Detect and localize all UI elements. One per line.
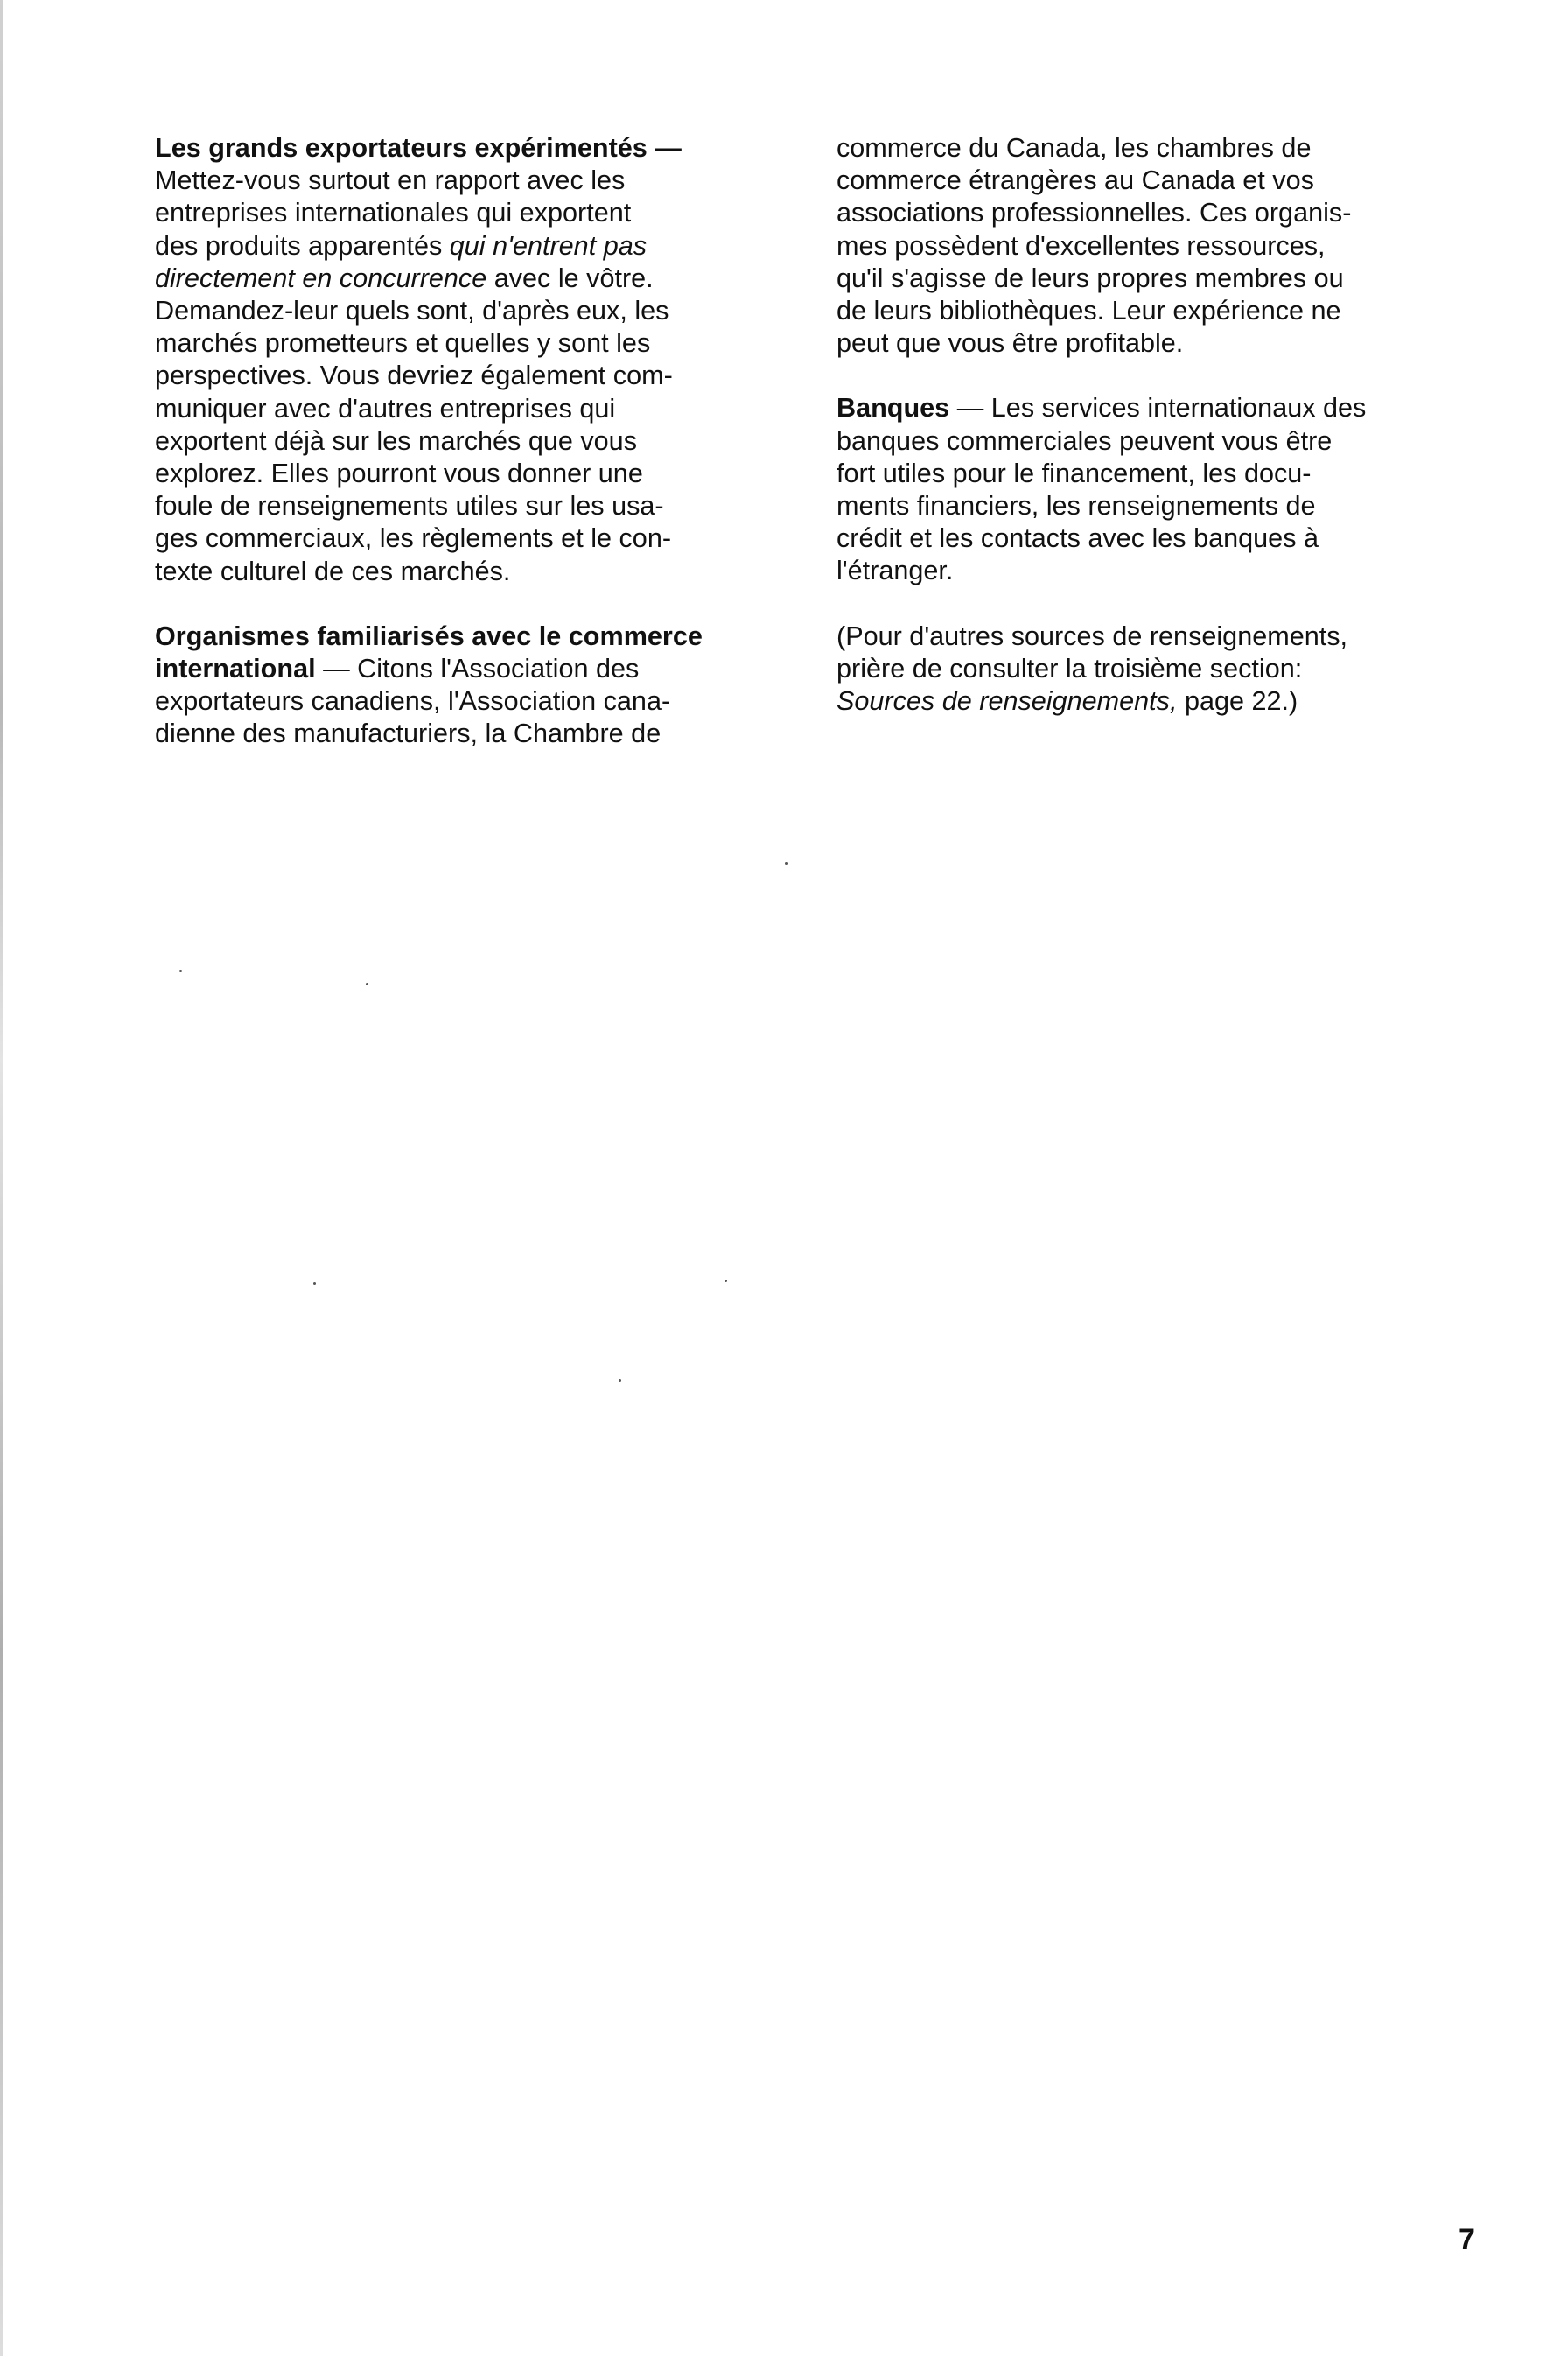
text-line: commerce étrangères au Canada et vos — [836, 165, 1314, 196]
heading-experienced-exporters: Les grands exportateurs expérimentés — — [155, 133, 682, 163]
heading-trade-organizations: Organismes familiarisés avec le commerce — [155, 621, 703, 651]
text-line — [155, 263, 789, 295]
paragraph-trade-organizations — [155, 621, 789, 751]
scan-speck — [619, 1379, 621, 1382]
text-line: foule de renseignements utiles sur les usa- — [155, 491, 664, 522]
paragraph-trade-organizations-continued — [836, 132, 1480, 360]
heading-trade-organizations-cont: international — [155, 654, 316, 684]
text-line: associations professionnelles. Ces organis- — [836, 198, 1352, 228]
text-line: qu'il s'agisse de leurs propres membres ou — [836, 263, 1344, 293]
right-column — [836, 132, 1480, 750]
text-line: texte culturel de ces marchés. — [155, 556, 511, 586]
text-line: l'étranger. — [836, 556, 954, 586]
italic-emphasis: directement en concurrence — [155, 263, 487, 293]
text-line: muniquer avec d'autres entreprises qui — [155, 393, 616, 424]
text-line: prière de consulter la troisième section: — [836, 653, 1303, 684]
left-column — [155, 132, 789, 783]
scan-edge-shadow — [0, 0, 3, 2356]
text-line: mes possèdent d'excellentes ressources, — [836, 230, 1326, 261]
text-line: Demandez-leur quels sont, d'après eux, les — [155, 296, 669, 326]
text-line: de leurs bibliothèques. Leur expérience ne — [836, 296, 1341, 326]
text-line: exportent déjà sur les marchés que vous — [155, 425, 637, 456]
text-line: ges commerciaux, les règlements et le con- — [155, 523, 672, 554]
scan-speck — [366, 983, 368, 985]
scan-speck — [313, 1282, 316, 1285]
text-line — [836, 392, 1480, 424]
text-line: commerce du Canada, les chambres de — [836, 133, 1312, 163]
text-line: peut que vous être profitable. — [836, 328, 1184, 359]
text-line: exportateurs canadiens, l'Association cana- — [155, 686, 671, 717]
text-run: — Les services internationaux des — [949, 393, 1367, 424]
scan-speck — [179, 970, 182, 972]
italic-section-reference: Sources de renseignements, — [836, 686, 1178, 717]
text-line: fort utiles pour le financement, les docu- — [836, 458, 1312, 488]
text-line: banques commerciales peuvent vous être — [836, 425, 1333, 456]
text-line: Mettez-vous surtout en rapport avec les — [155, 165, 626, 196]
italic-emphasis: qui n'entrent pas — [449, 230, 648, 261]
scan-speck — [785, 862, 788, 865]
paragraph-experienced-exporters — [155, 132, 789, 588]
text-run: — Citons l'Association des — [315, 654, 640, 684]
text-line: perspectives. Vous devriez également com- — [155, 361, 673, 391]
paragraph-banks — [836, 392, 1480, 587]
text-line: dienne des manufacturiers, la Chambre de — [155, 719, 662, 749]
text-run: page 22.) — [1177, 686, 1298, 717]
text-run: avec le vôtre. — [486, 263, 654, 293]
text-line: marchés prometteurs et quelles y sont les — [155, 328, 651, 359]
text-line — [155, 230, 789, 263]
page-number: 7 — [1459, 2223, 1475, 2256]
text-line: entreprises internationales qui exportent — [155, 198, 632, 228]
text-line: crédit et les contacts avec les banques à — [836, 523, 1320, 554]
text-line — [836, 685, 1480, 718]
text-line: explorez. Elles pourront vous donner une — [155, 459, 643, 489]
heading-banks: Banques — [836, 393, 950, 424]
text-line: ments financiers, les renseignements de — [836, 491, 1316, 522]
text-run: des produits apparentés — [155, 230, 450, 261]
text-line — [155, 653, 789, 685]
scan-speck — [724, 1280, 727, 1282]
text-line: (Pour d'autres sources de renseignements, — [836, 621, 1348, 651]
paragraph-other-sources — [836, 621, 1480, 719]
